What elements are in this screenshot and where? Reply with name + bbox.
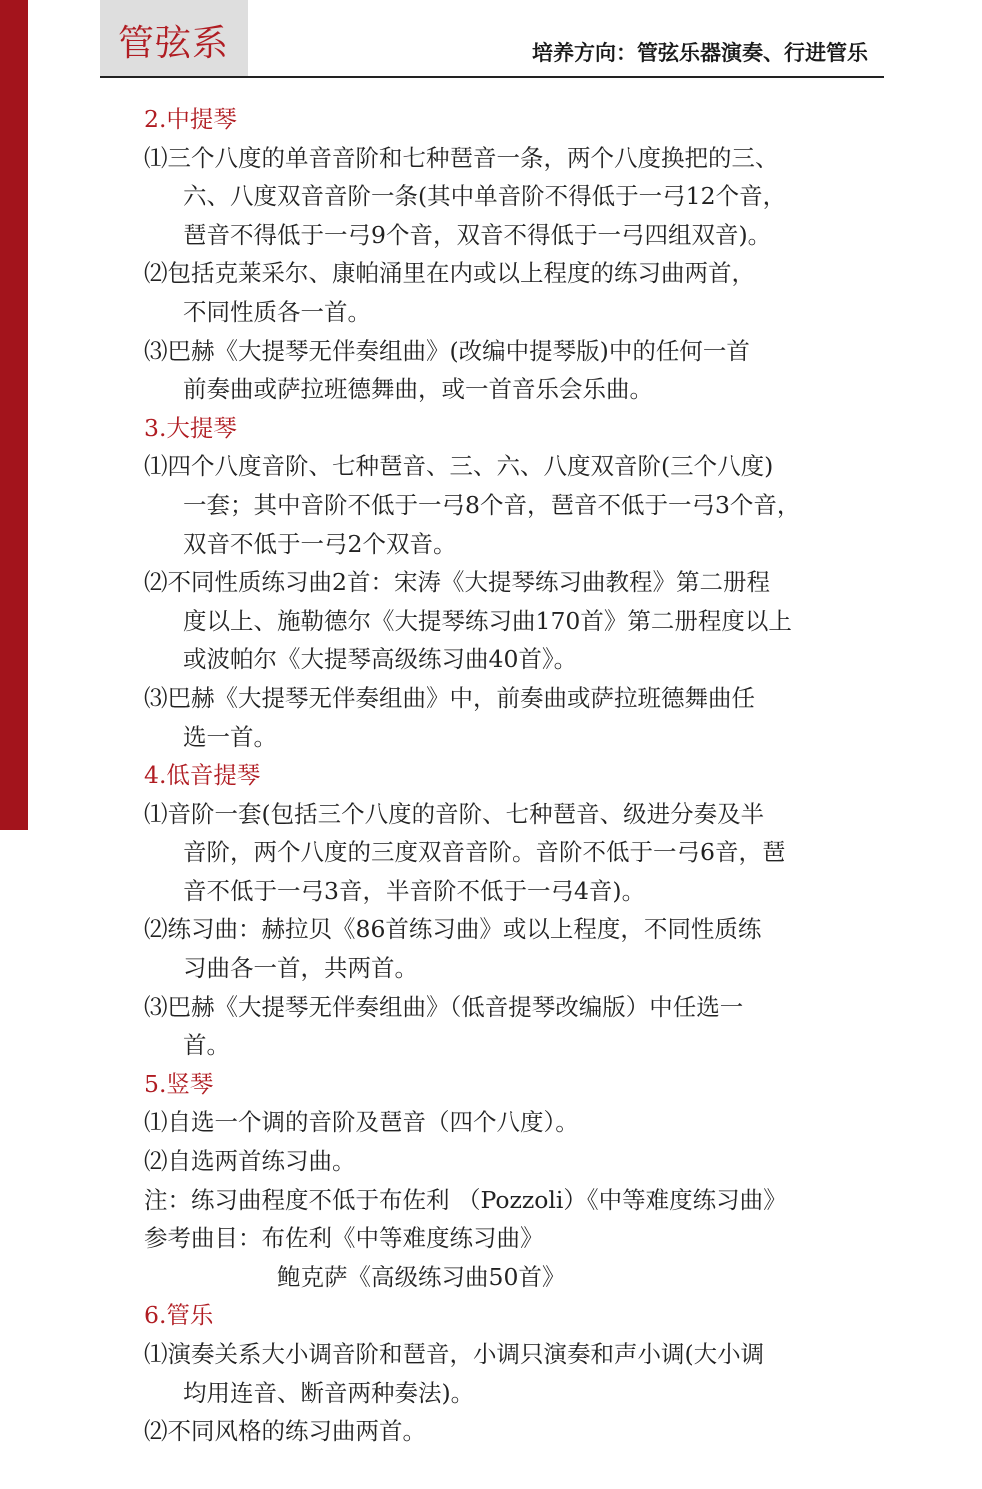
section-heading: 2.中提琴 <box>144 105 237 133</box>
continuation-line: 音阶，两个八度的三度双音音阶。音阶不低于一弓6音，琶 <box>183 838 786 867</box>
continuation-line: 度以上、施勒德尔《大提琴练习曲170首》第二册程度以上 <box>183 606 792 635</box>
continuation-line: 音不低于一弓3音，半音阶不低于一弓4音)。 <box>183 876 646 905</box>
list-item-line: ⑵不同性质练习曲2首：宋涛《大提琴练习曲教程》第二册程 <box>144 568 770 597</box>
list-item-line: ⑶巴赫《大提琴无伴奏组曲》(改编中提琴版)中的任何一首 <box>144 336 750 365</box>
continuation-line: 均用连音、断音两种奏法)。 <box>183 1378 475 1407</box>
continuation-line: 不同性质各一首。 <box>183 297 371 326</box>
page-title: 管弦系 <box>118 23 230 64</box>
list-item-line: ⑴音阶一套(包括三个八度的音阶、七种琶音、级进分奏及半 <box>144 799 765 828</box>
continuation-line: 六、八度双音音阶一条(其中单音阶不得低于一弓12个音， <box>183 182 787 211</box>
section-heading: 3.大提琴 <box>144 413 237 442</box>
continuation-line: 鲍克萨《高级练习曲50首》 <box>277 1262 566 1291</box>
header-divider <box>100 76 884 78</box>
continuation-line: 一套；其中音阶不低于一弓8个音，琶音不低于一弓3个音， <box>183 490 801 519</box>
list-item-line: ⑶巴赫《大提琴无伴奏组曲》（低音提琴改编版）中任选一 <box>144 992 744 1021</box>
document-body <box>144 100 884 1451</box>
continuation-line: 首。 <box>183 1031 230 1060</box>
continuation-line: 琶音不得低于一弓9个音，双音不得低于一弓四组双音)。 <box>183 220 772 249</box>
list-item-line: ⑵包括克莱采尔、康帕涌里在内或以上程度的练习曲两首， <box>144 259 755 288</box>
list-item-line: 参考曲目：布佐利《中等难度练习曲》 <box>144 1224 544 1253</box>
list-item-line: ⑴自选一个调的音阶及琶音（四个八度）。 <box>144 1108 579 1137</box>
list-item-line: ⑴三个八度的单音音阶和七种琶音一条，两个八度换把的三、 <box>144 143 779 172</box>
continuation-line: 选一首。 <box>183 722 277 751</box>
list-item-line: ⑵练习曲：赫拉贝《86首练习曲》或以上程度，不同性质练 <box>144 915 762 944</box>
section-heading: 4.低音提琴 <box>144 761 261 790</box>
continuation-line: 或波帕尔《大提琴高级练习曲40首》。 <box>183 645 578 674</box>
continuation-line: 习曲各一首，共两首。 <box>183 954 418 983</box>
page-subtitle: 培养方向：管弦乐器演奏、行进管乐 <box>532 40 868 65</box>
list-item-line: 注：练习曲程度不低于布佐利 （Pozzoli）《中等难度练习曲》 <box>144 1185 787 1214</box>
list-item-line: ⑴四个八度音阶、七种琶音、三、六、八度双音阶(三个八度) <box>144 452 774 481</box>
section-heading: 5.竖琴 <box>144 1069 214 1098</box>
list-item-line: ⑴演奏关系大小调音阶和琶音，小调只演奏和声小调(大小调 <box>144 1340 765 1368</box>
list-item-line: ⑵不同风格的练习曲两首。 <box>144 1417 426 1446</box>
list-item-line: ⑵自选两首练习曲。 <box>144 1147 356 1176</box>
continuation-line: 双音不低于一弓2个双音。 <box>183 529 457 558</box>
section-heading: 6.管乐 <box>144 1301 214 1330</box>
continuation-line: 前奏曲或萨拉班德舞曲，或一首音乐会乐曲。 <box>183 375 653 404</box>
list-item-line: ⑶巴赫《大提琴无伴奏组曲》中，前奏曲或萨拉班德舞曲任 <box>144 683 755 712</box>
side-accent-bar <box>0 0 28 830</box>
